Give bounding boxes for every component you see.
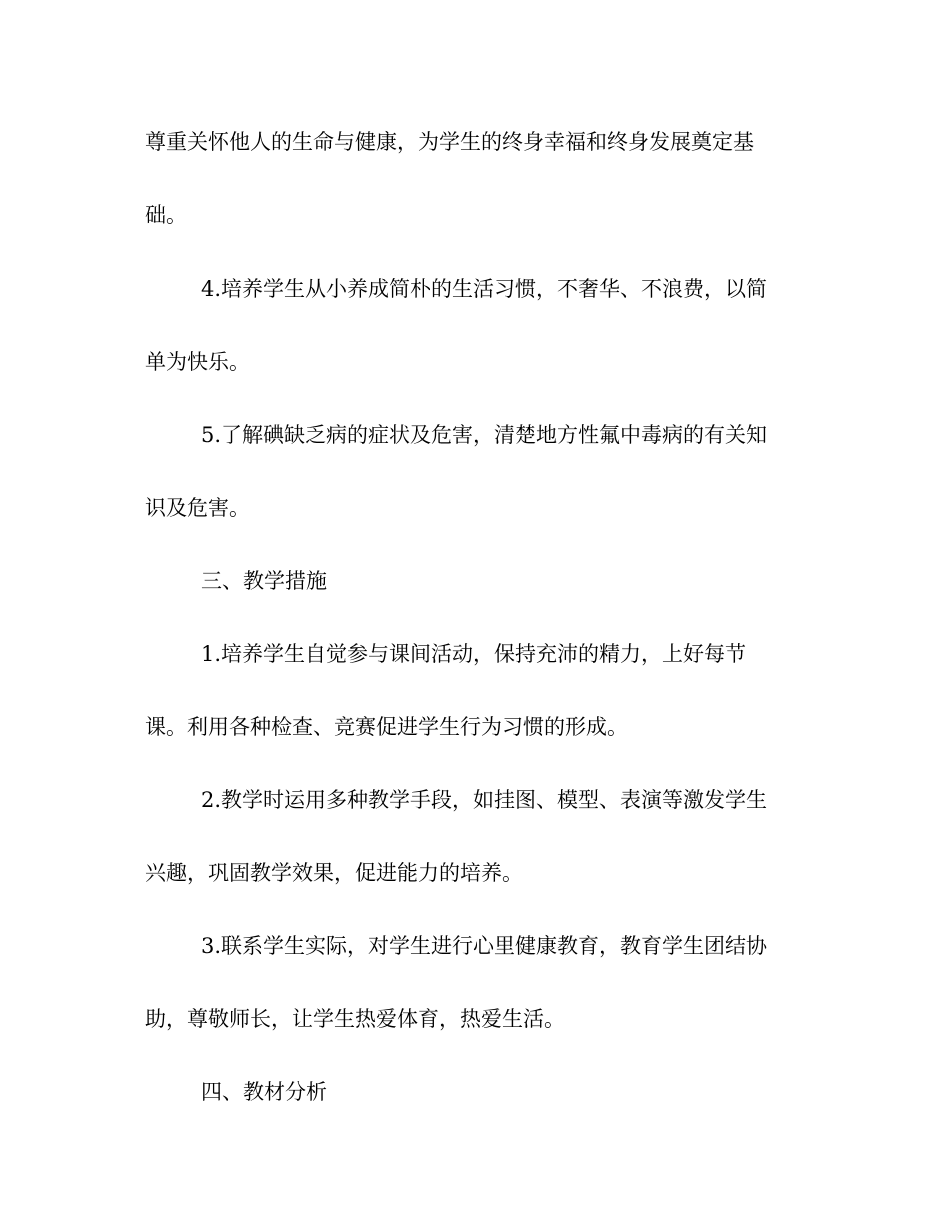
paragraph-line: 2.教学时运用多种教学手段，如挂图、模型、表演等激发学生 <box>201 788 768 812</box>
paragraph-line: 5.了解碘缺乏病的症状及危害，清楚地方性氟中毒病的有关知 <box>201 423 768 447</box>
paragraph-line: 课。利用各种检查、竞赛促进学生行为习惯的形成。 <box>145 715 628 739</box>
paragraph-line: 兴趣，巩固教学效果，促进能力的培养。 <box>145 861 523 885</box>
paragraph-line: 4.培养学生从小养成简朴的生活习惯，不奢华、不浪费，以简 <box>201 277 768 301</box>
paragraph-line: 单为快乐。 <box>145 350 250 374</box>
paragraph-line: 础。 <box>145 203 187 227</box>
paragraph-line: 3.联系学生实际，对学生进行心里健康教育，教育学生团结协 <box>201 934 768 958</box>
section-heading: 三、教学措施 <box>201 569 327 593</box>
paragraph-line: 尊重关怀他人的生命与健康，为学生的终身幸福和终身发展奠定基 <box>145 130 754 154</box>
section-heading: 四、教材分析 <box>201 1080 327 1104</box>
paragraph-line: 助，尊敬师长，让学生热爱体育，热爱生活。 <box>145 1007 565 1031</box>
paragraph-line: 1.培养学生自觉参与课间活动，保持充沛的精力，上好每节 <box>201 642 747 666</box>
paragraph-line: 识及危害。 <box>145 496 250 520</box>
